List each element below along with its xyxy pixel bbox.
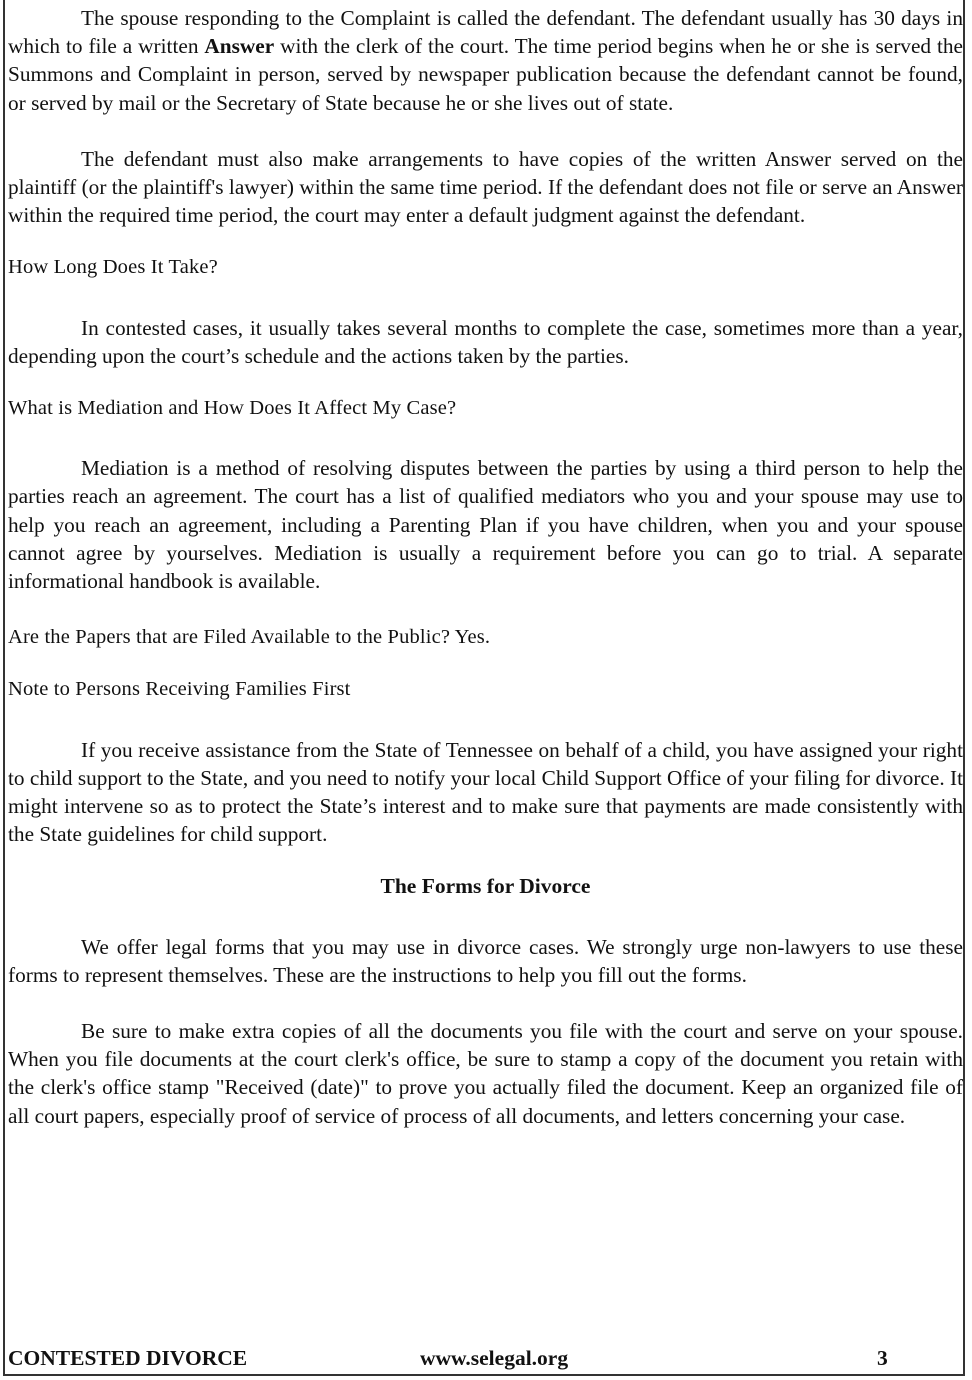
heading-how-long: How Long Does It Take?: [8, 256, 218, 279]
heading-public-papers: Are the Papers that are Filed Available to the Public? Yes.: [8, 626, 491, 649]
page-footer: [8, 1346, 963, 1376]
footer-title: CONTESTED DIVORCE: [8, 1346, 248, 1370]
heading-mediation: What is Mediation and How Does It Affect My Case?: [8, 397, 457, 420]
paragraph-duration: In contested cases, it usually takes several months to complete the case, sometimes more than a year, depending upon the court’s schedule and the actions taken by the parties.: [8, 315, 963, 368]
heading-forms-for-divorce: The Forms for Divorce: [380, 874, 591, 899]
footer-page-number: 3: [877, 1346, 888, 1370]
paragraph-text: with the clerk of the court. The time period begins when he or she is served the Summons and Complaint in person, served by newspaper publication because the defendant cannot be found, or served by mail or the Secretary of State because he or she lives out of state.: [8, 34, 963, 115]
answer-bold-term: Answer: [204, 34, 275, 59]
paragraph-defendant-answer: [8, 4, 963, 117]
paragraph-extra-copies: Be sure to make extra copies of all the documents you file with the court and serve on your spouse. When you file documents at the court clerk's office, be sure to stamp a copy of the document you retain with the clerk's office stamp "Received (date)" to prove you actually filed the document. Keep an organized file of all court papers, especially proof of service of process of all documents, and letters concerning your case.: [8, 1019, 963, 1128]
paragraph-mediation: Mediation is a method of resolving disputes between the parties by using a third person to help the parties reach an agreement. The court has a list of qualified mediators who you and your spouse may use to help you reach an agreement, including a Parenting Plan if you have children, when you and your spouse cannot agree by yourselves. Mediation is usually a requirement before you can go to trial. A separate informational handbook is available.: [8, 456, 963, 594]
paragraph-child-support: If you receive assistance from the State of Tennessee on behalf of a child, you have assigned your right to child support to the State, and you need to notify your local Child Support Office of your filing for divorce. It might intervene so as to protect the State’s interest and to make sure that payments are made consistently with the State guidelines for child support.: [8, 737, 963, 847]
paragraph-serve-answer: The defendant must also make arrangements to have copies of the written Answer served on the plaintiff (or the plaintiff's lawyer) within the same time period. If the defendant does not file or serve an Answer within the required time period, the court may enter a default judgment against the defendant.: [8, 146, 963, 228]
document-body: [8, 4, 963, 1130]
paragraph-text: The spouse responding to the Complaint is called the defendant. The defendant usually has 30 days in which to file a written: [8, 6, 963, 59]
footer-website-link[interactable]: www.selegal.org: [420, 1346, 569, 1370]
paragraph-legal-forms: We offer legal forms that you may use in divorce cases. We strongly urge non-lawyers to use these forms to represent themselves. These are the instructions to help you fill out the forms.: [8, 934, 963, 987]
heading-families-first: Note to Persons Receiving Families First: [8, 678, 351, 701]
